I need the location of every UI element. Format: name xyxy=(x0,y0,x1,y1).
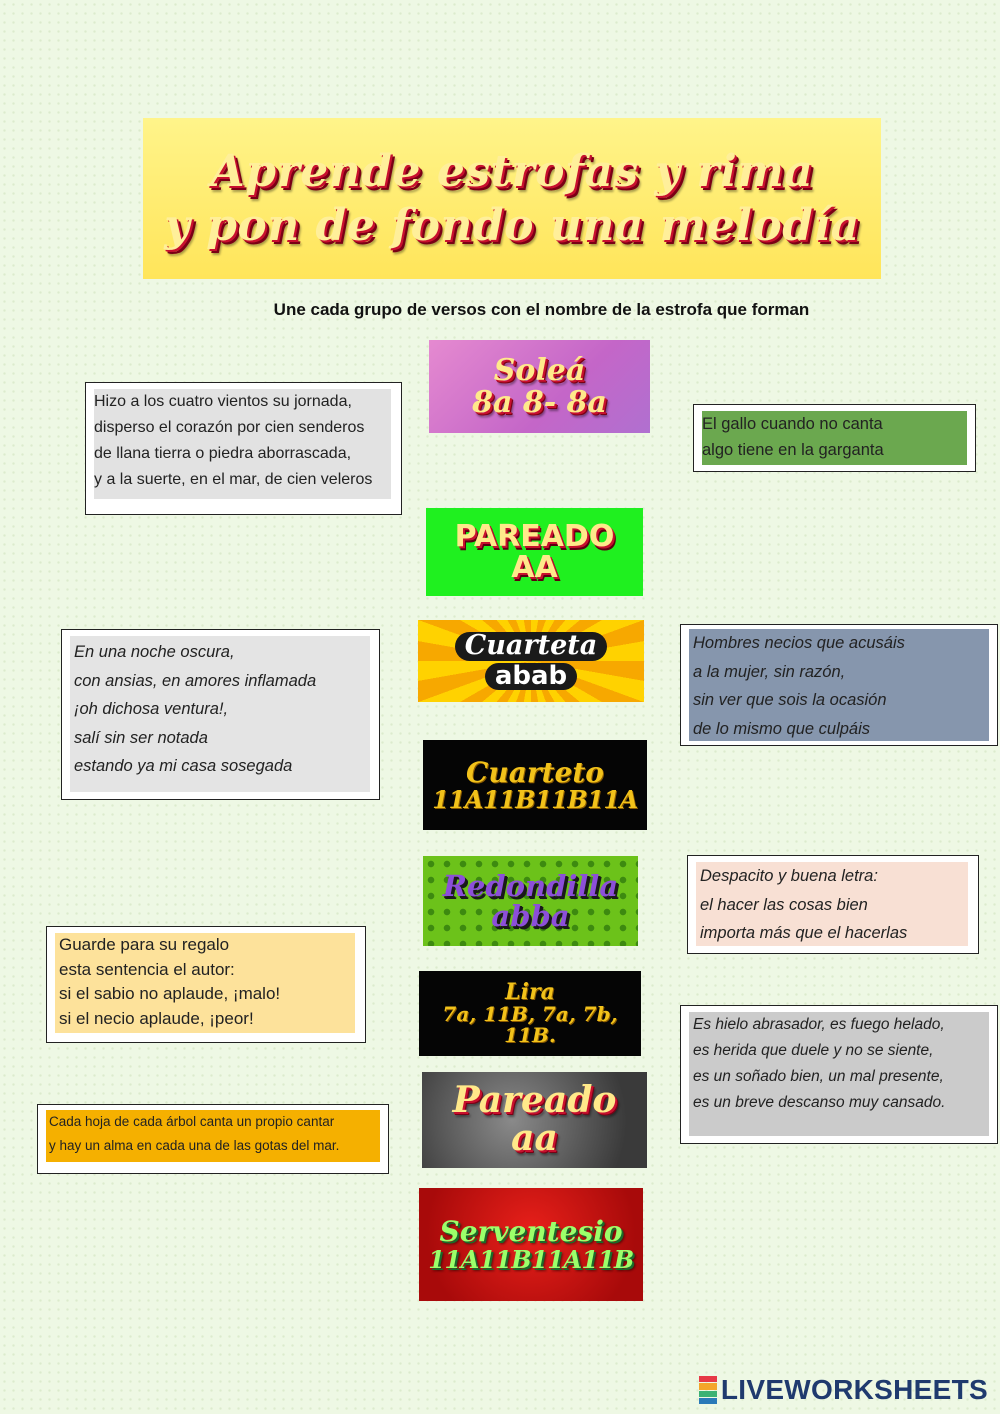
logo-text: LIVEWORKSHEETS xyxy=(720,1374,988,1405)
poem-box-4[interactable] xyxy=(680,624,998,746)
poem-1-text xyxy=(94,389,391,499)
label-lira-name: Lira xyxy=(505,978,555,1005)
label-pareado-minus-name: Pareado xyxy=(452,1079,617,1122)
label-lira-scheme: 7a, 11B, 7a, 7b, 11B. xyxy=(442,1002,618,1048)
poem-6-line: si el sabio no aplaude, ¡malo! xyxy=(59,984,281,1003)
poem-7-line: es herida que duele y no se siente, xyxy=(693,1042,934,1059)
label-solea[interactable] xyxy=(429,340,650,433)
poem-5-line: importa más que el hacerlas xyxy=(700,924,908,942)
poem-1-line: de llana tierra o piedra aborrascada, xyxy=(94,445,352,462)
poem-3-line: En una noche oscura, xyxy=(74,643,235,661)
title-banner xyxy=(143,118,881,279)
poem-box-8[interactable] xyxy=(37,1104,389,1174)
poem-3-line: estando ya mi casa sosegada xyxy=(74,757,293,775)
poem-4-line: de lo mismo que culpáis xyxy=(693,719,871,738)
label-cuarteto-name: Cuarteto xyxy=(466,755,604,789)
label-redondilla-scheme: abba xyxy=(491,899,570,933)
label-pareado-mayus-scheme: AA xyxy=(511,550,558,585)
poem-6-line: si el necio aplaude, ¡peor! xyxy=(59,1008,254,1028)
poem-box-1[interactable] xyxy=(85,382,402,515)
poem-7-text xyxy=(689,1012,989,1136)
label-solea-scheme: 8a 8- 8a xyxy=(472,384,607,420)
instruction-text: Une cada grupo de versos con el nombre de la estrofa que forman xyxy=(273,300,810,319)
label-serventesio-scheme: 11A11B11A11B xyxy=(428,1244,634,1274)
poem-4-text xyxy=(689,629,989,741)
label-redondilla[interactable] xyxy=(423,856,638,946)
liveworksheets-mark-icon xyxy=(699,1376,717,1404)
poem-box-6[interactable] xyxy=(46,926,366,1043)
poem-7-line: es un breve descanso muy cansado. xyxy=(693,1094,946,1111)
poem-8-text xyxy=(46,1110,380,1162)
label-solea-name: Soleá xyxy=(493,353,586,388)
poem-8-line: y hay un alma en cada una de las gotas del mar. xyxy=(49,1138,340,1153)
poem-7-line: es un soñado bien, un mal presente, xyxy=(693,1068,944,1085)
poem-3-line: ¡oh dichosa ventura!, xyxy=(74,700,229,718)
label-serventesio[interactable] xyxy=(419,1188,643,1301)
poem-6-text xyxy=(55,933,355,1033)
poem-5-line: Despacito y buena letra: xyxy=(700,867,878,885)
poem-5-line: el hacer las cosas bien xyxy=(700,895,868,914)
poem-4-line: sin ver que sois la ocasión xyxy=(693,691,887,709)
label-pareado-mayus[interactable] xyxy=(426,508,643,596)
poem-2-text xyxy=(702,411,967,465)
label-cuarteto[interactable] xyxy=(423,740,647,830)
poem-6-line: Guarde para su regalo xyxy=(59,935,230,954)
label-redondilla-name: Redondilla xyxy=(442,868,619,903)
poem-7-line: Es hielo abrasador, es fuego helado, xyxy=(693,1016,945,1033)
label-cuarteta[interactable] xyxy=(418,620,644,702)
poem-3-line: con ansias, en amores inflamada xyxy=(74,671,317,690)
poem-1-line: y a la suerte, en el mar, de cien veleros xyxy=(94,471,373,488)
poem-6-line: esta sentencia el autor: xyxy=(59,959,235,979)
poem-1-line: Hizo a los cuatro vientos su jornada, xyxy=(94,393,352,410)
poem-3-text xyxy=(70,636,370,792)
poem-5-text xyxy=(696,862,968,946)
poem-1-line: disperso el corazón por cien senderos xyxy=(94,419,365,436)
poem-4-line: Hombres necios que acusáis xyxy=(693,634,905,652)
label-lira[interactable] xyxy=(419,971,641,1056)
poem-2-line: algo tiene en la garganta xyxy=(702,441,884,459)
poem-box-7[interactable] xyxy=(680,1005,998,1144)
poem-8-line: Cada hoja de cada árbol canta un propio cantar xyxy=(49,1114,335,1129)
label-pareado-minus-scheme: aa xyxy=(511,1117,558,1159)
poem-box-5[interactable] xyxy=(687,855,979,954)
label-pareado-minus[interactable] xyxy=(422,1072,647,1168)
liveworksheets-logo xyxy=(699,1372,988,1408)
banner-line-2: y pon de fondo una melodía xyxy=(164,199,860,251)
poem-4-line: a la mujer, sin razón, xyxy=(693,662,846,681)
poem-3-line: salí sin ser notada xyxy=(74,728,208,747)
label-pareado-mayus-name: PAREADO xyxy=(454,518,615,554)
label-cuarteta-scheme: abab xyxy=(485,663,577,690)
label-cuarteto-scheme: 11A11B11B11A xyxy=(432,785,638,815)
banner-line-1: Aprende estrofas y rima xyxy=(210,145,814,197)
poem-box-2[interactable] xyxy=(693,404,976,472)
label-serventesio-name: Serventesio xyxy=(439,1215,623,1249)
label-cuarteta-name: Cuarteta xyxy=(455,632,607,660)
poem-2-line: El gallo cuando no canta xyxy=(702,415,883,433)
poem-box-3[interactable] xyxy=(61,629,380,800)
